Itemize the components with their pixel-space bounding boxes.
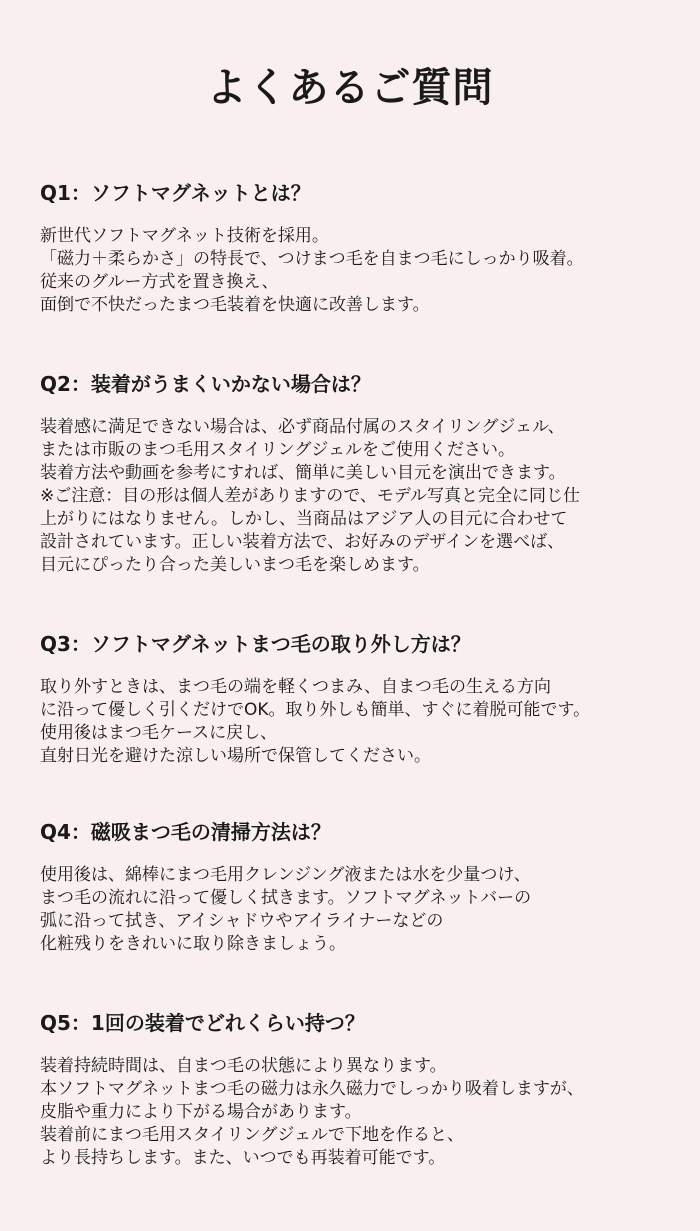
faq-question: Q3：ソフトマグネットまつ毛の取り外し方は？ [40, 632, 471, 656]
answer-line: 新世代ソフトマグネット技術を採用。 [40, 226, 329, 246]
faq-answer [40, 864, 690, 956]
answer-line: 「磁力＋柔らかさ」の特長で、つけまつ毛を自まつ毛にしっかり吸着。 [40, 249, 584, 269]
faq-item [40, 179, 690, 317]
answer-line: 装着持続時間は、自まつ毛の状態により異なります。 [40, 1056, 447, 1076]
answer-line: 面倒で不快だったまつ毛装着を快適に改善します。 [40, 295, 430, 315]
faq-item [40, 1009, 690, 1170]
answer-line: 直射日光を避けた涼しい場所で保管してください。 [40, 746, 431, 766]
answer-line: 本ソフトマグネットまつ毛の磁力は永久磁力でしっかり吸着しますが、 [40, 1079, 584, 1099]
answer-line: または市販のまつ毛用スタイリングジェルをご使用ください。 [40, 440, 515, 460]
answer-line: 皮脂や重力により下がる場合があります。 [40, 1102, 362, 1122]
faq-answer [40, 416, 690, 577]
answer-line: 使用後はまつ毛ケースに戻し、 [40, 723, 278, 743]
answer-line: 設計されています。正しい装着方法で、お好みのデザインを選べば、 [40, 532, 565, 552]
answer-line: 弧に沿って拭き、アイシャドウやアイライナーなどの [40, 911, 444, 931]
answer-line: 装着感に満足できない場合は、必ず商品付属のスタイリングジェル、 [40, 417, 565, 437]
faq-answer [40, 1055, 690, 1170]
answer-line: 従来のグルー方式を置き換え、 [40, 272, 279, 292]
faq-answer [40, 225, 690, 317]
answer-line: 目元にぴったり合った美しいまつ毛を楽しめます。 [40, 555, 430, 575]
faq-question: Q2：装着がうまくいかない場合は？ [40, 372, 371, 396]
faq-item [40, 370, 690, 577]
answer-line: に沿って優しく引くだけでOK。取り外しも簡単、すぐに着脱可能です。 [40, 700, 591, 720]
faq-question: Q5：1回の装着でどれくらい持つ？ [40, 1011, 365, 1035]
faq-answer [40, 676, 690, 768]
answer-line: 装着方法や動画を参考にすれば、簡単に美しい目元を演出できます。 [40, 463, 566, 483]
answer-line: ※ご注意：目の形は個人差がありますので、モデル写真と完全に同じ仕 [40, 486, 581, 506]
answer-line: より長持ちします。また、いつでも再装着可能です。 [40, 1148, 446, 1168]
answer-line: 取り外すときは、まつ毛の端を軽くつまみ、自まつ毛の生える方向 [40, 677, 552, 697]
answer-line: 装着前にまつ毛用スタイリングジェルで下地を作ると、 [40, 1125, 464, 1145]
page-title: よくあるご質問 [206, 65, 494, 111]
answer-line: 使用後は、綿棒にまつ毛用クレンジング液または水を少量つけ、 [40, 865, 531, 885]
answer-line: まつ毛の流れに沿って優しく拭きます。ソフトマグネットバーの [40, 888, 532, 908]
answer-line: 化粧残りをきれいに取り除きましょう。 [40, 934, 346, 954]
faq-item [40, 630, 690, 768]
faq-item [40, 818, 690, 956]
answer-line: 上がりにはなりません。しかし、当商品はアジア人の目元に合わせて [40, 509, 568, 529]
faq-question: Q1：ソフトマグネットとは？ [40, 181, 311, 205]
faq-question: Q4：磁吸まつ毛の清掃方法は？ [40, 820, 331, 844]
